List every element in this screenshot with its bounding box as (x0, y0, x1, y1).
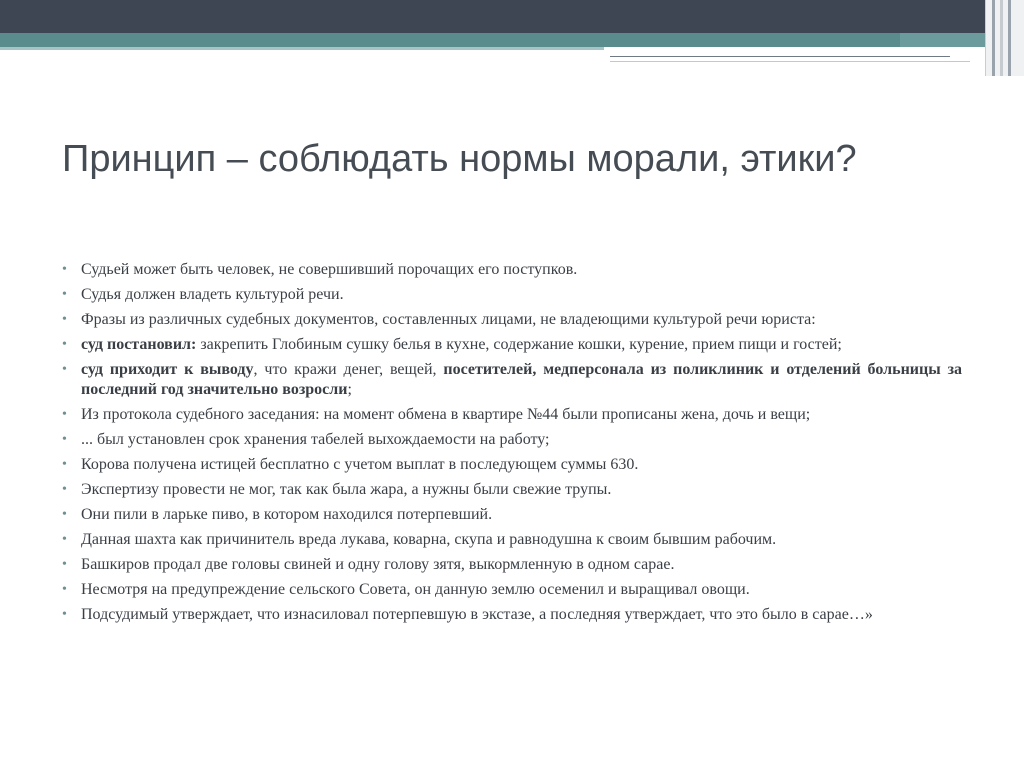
header-thin-line (610, 56, 950, 57)
corner-stripe (1000, 0, 1003, 76)
list-item (62, 430, 962, 450)
bullet-icon: • (62, 262, 67, 277)
bullet-icon: • (62, 582, 67, 597)
bullet-icon: • (62, 407, 67, 422)
list-item (62, 555, 962, 575)
list-item-text: Экспертизу провести не мог, так как была жара, а нужны были свежие трупы. (81, 481, 612, 498)
corner-stripe (992, 0, 995, 76)
corner-stripe (1008, 0, 1011, 76)
list-item-text: Они пили в ларьке пиво, в котором находился потерпевший. (81, 506, 493, 523)
bullet-icon: • (62, 432, 67, 447)
bullet-icon: • (62, 532, 67, 547)
bullet-icon: • (62, 312, 67, 327)
list-item (62, 605, 962, 625)
list-item-text: , что кражи денег, вещей, (253, 361, 444, 378)
list-item (62, 580, 962, 600)
list-item (62, 285, 962, 305)
bullet-list (62, 260, 962, 630)
list-item-text: Судьей может быть человек, не совершивший порочащих его поступков. (81, 261, 578, 278)
list-item (62, 335, 962, 355)
header-light-stripe (0, 47, 604, 50)
list-item (62, 455, 962, 475)
list-item-text: Подсудимый утверждает, что изнасиловал потерпевшую в экстазе, а последняя утверждает, что это было в сарае…» (81, 606, 873, 623)
bullet-icon: • (62, 362, 67, 377)
list-item-text: ... был установлен срок хранения табелей выхождаемости на работу; (81, 431, 550, 448)
bullet-icon: • (62, 457, 67, 472)
bullet-icon: • (62, 557, 67, 572)
list-item-text: Корова получена истицей бесплатно с учетом выплат в последующем суммы 630. (81, 456, 639, 473)
list-item-text: ; (347, 381, 352, 398)
slide-title: Принцип – соблюдать нормы морали, этики? (62, 138, 857, 180)
list-item (62, 480, 962, 500)
list-item-text: посетителей, медперсонала из поликлиник и отделений больницы за последний год значительно возросли (81, 361, 963, 398)
bullet-icon: • (62, 607, 67, 622)
list-item-text: Данная шахта как причинитель вреда лукава, коварна, скупа и равнодушна к своим бывшим рабочим. (81, 531, 777, 548)
header-teal-accent (900, 33, 985, 47)
list-item (62, 310, 962, 330)
list-item-text: Судья должен владеть культурой речи. (81, 286, 344, 303)
list-item-text: Из протокола судебного заседания: на момент обмена в квартире №44 были прописаны жена, дочь и вещи; (81, 406, 811, 423)
bullet-icon: • (62, 482, 67, 497)
list-item (62, 360, 962, 400)
header-dark-band (0, 0, 1024, 33)
list-item-text: Башкиров продал две головы свиней и одну голову зятя, выкормленную в одном сарае. (81, 556, 675, 573)
list-item (62, 405, 962, 425)
list-item-text: Фразы из различных судебных документов, составленных лицами, не владеющими культурой речи юриста: (81, 311, 816, 328)
bullet-icon: • (62, 287, 67, 302)
header-teal-band (0, 33, 1024, 47)
bullet-icon: • (62, 337, 67, 352)
bullet-icon: • (62, 507, 67, 522)
list-item (62, 260, 962, 280)
list-item-text: закрепить Глобиным сушку белья в кухне, содержание кошки, курение, прием пищи и гостей; (196, 336, 842, 353)
list-item (62, 530, 962, 550)
list-item-text: Несмотря на предупреждение сельского Совета, он данную землю осеменил и выращивал овощи. (81, 581, 750, 598)
header-thin-line-2 (610, 61, 970, 62)
list-item (62, 505, 962, 525)
header-corner-decoration (985, 0, 1024, 76)
list-item-text: суд постановил: (81, 336, 197, 353)
list-item-text: суд приходит к выводу (81, 361, 254, 378)
